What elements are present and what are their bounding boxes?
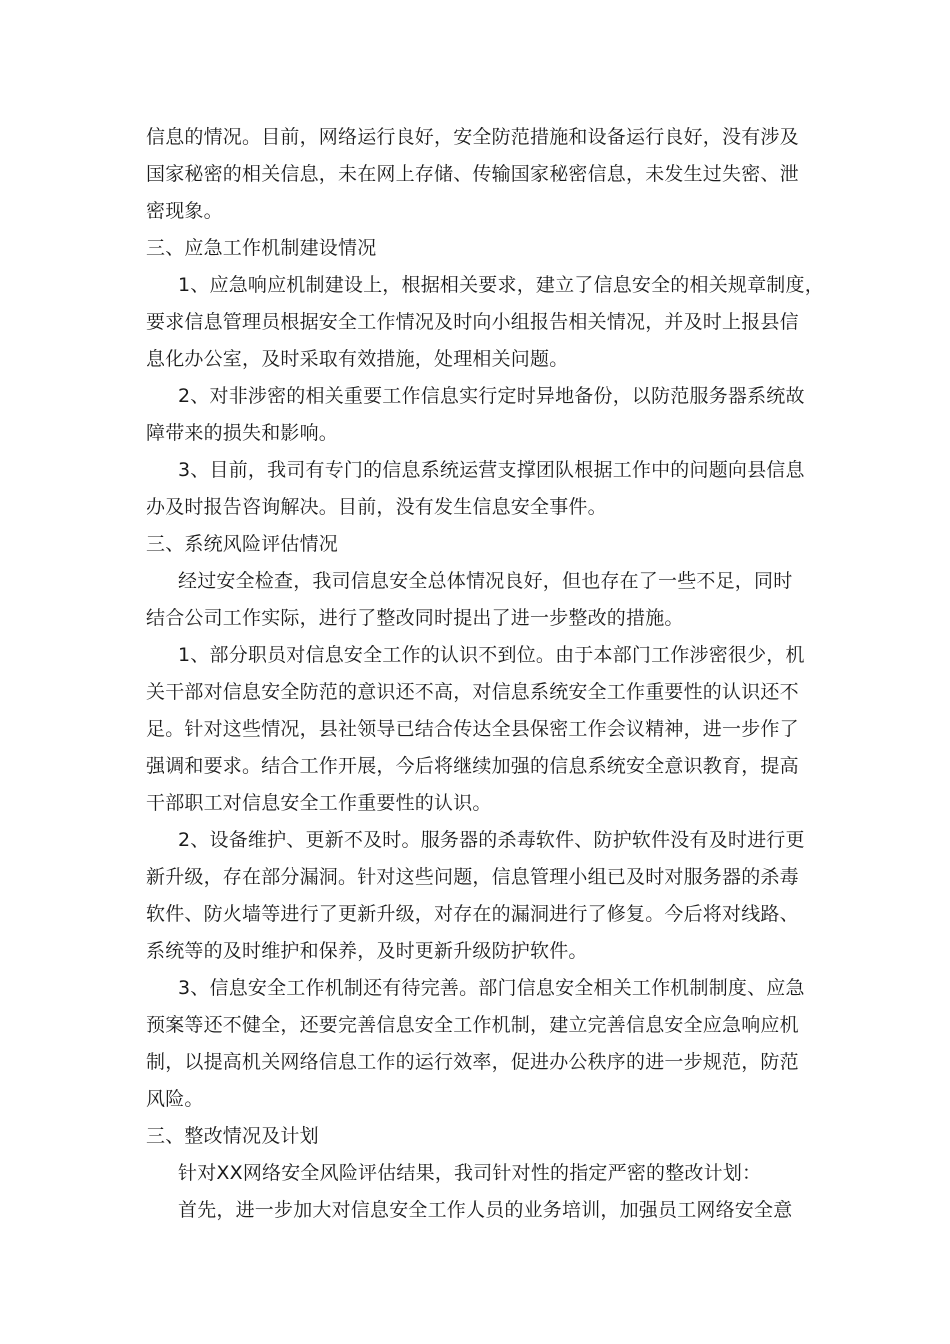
section-heading: 三、应急工作机制建设情况 <box>146 237 377 259</box>
text-line: 关干部对信息安全防范的意识还不高，对信息系统安全工作重要性的认识还不 <box>146 681 799 703</box>
text-line: 办及时报告咨询解决。目前，没有发生信息安全事件。 <box>146 496 607 518</box>
text-line: 信息的情况。目前，网络运行良好，安全防范措施和设备运行良好，没有涉及 <box>146 126 799 148</box>
text-line: 1、应急响应机制建设上，根据相关要求，建立了信息安全的相关规章制度， <box>178 274 824 296</box>
text-line: 足。针对这些情况，县社领导已结合传达全县保密工作会议精神，进一步作了 <box>146 718 799 740</box>
text-line: 3、信息安全工作机制还有待完善。部门信息安全相关工作机制制度、应急 <box>178 977 805 999</box>
text-line: 制，以提高机关网络信息工作的运行效率，促进办公秩序的进一步规范，防范 <box>146 1051 799 1073</box>
text-line: 1、部分职员对信息安全工作的认识不到位。由于本部门工作涉密很少，机 <box>178 644 805 666</box>
text-line: 强调和要求。结合工作开展，今后将继续加强的信息系统安全意识教育，提高 <box>146 755 799 777</box>
text-line: 新升级，存在部分漏洞。针对这些问题，信息管理小组已及时对服务器的杀毒 <box>146 866 799 888</box>
text-line: 2、设备维护、更新不及时。服务器的杀毒软件、防护软件没有及时进行更 <box>178 829 805 851</box>
section-heading: 三、整改情况及计划 <box>146 1125 319 1147</box>
text-line: 系统等的及时维护和保养，及时更新升级防护软件。 <box>146 940 588 962</box>
text-line: 干部职工对信息安全工作重要性的认识。 <box>146 792 492 814</box>
text-line: 结合公司工作实际，进行了整改同时提出了进一步整改的措施。 <box>146 607 684 629</box>
text-line: 息化办公室，及时采取有效措施，处理相关问题。 <box>146 348 569 370</box>
text-line: 国家秘密的相关信息，未在网上存储、传输国家秘密信息，未发生过失密、泄 <box>146 163 799 185</box>
text-line: 预案等还不健全，还要完善信息安全工作机制，建立完善信息安全应急响应机 <box>146 1014 799 1036</box>
text-line: 3、目前，我司有专门的信息系统运营支撑团队根据工作中的问题向县信息 <box>178 459 805 481</box>
text-line: 首先，进一步加大对信息安全工作人员的业务培训，加强员工网络安全意 <box>178 1199 793 1221</box>
text-line: 针对XX网络安全风险评估结果，我司针对性的指定严密的整改计划： <box>178 1162 762 1184</box>
text-line: 要求信息管理员根据安全工作情况及时向小组报告相关情况，并及时上报县信 <box>146 311 799 333</box>
text-line: 2、对非涉密的相关重要工作信息实行定时异地备份，以防范服务器系统故 <box>178 385 805 407</box>
text-line: 障带来的损失和影响。 <box>146 422 339 444</box>
text-line: 密现象。 <box>146 200 223 222</box>
text-line: 经过安全检查，我司信息安全总体情况良好，但也存在了一些不足，同时 <box>178 570 793 592</box>
text-line: 软件、防火墙等进行了更新升级，对存在的漏洞进行了修复。今后将对线路、 <box>146 903 799 925</box>
section-heading: 三、系统风险评估情况 <box>146 533 339 555</box>
text-line: 风险。 <box>146 1088 204 1110</box>
